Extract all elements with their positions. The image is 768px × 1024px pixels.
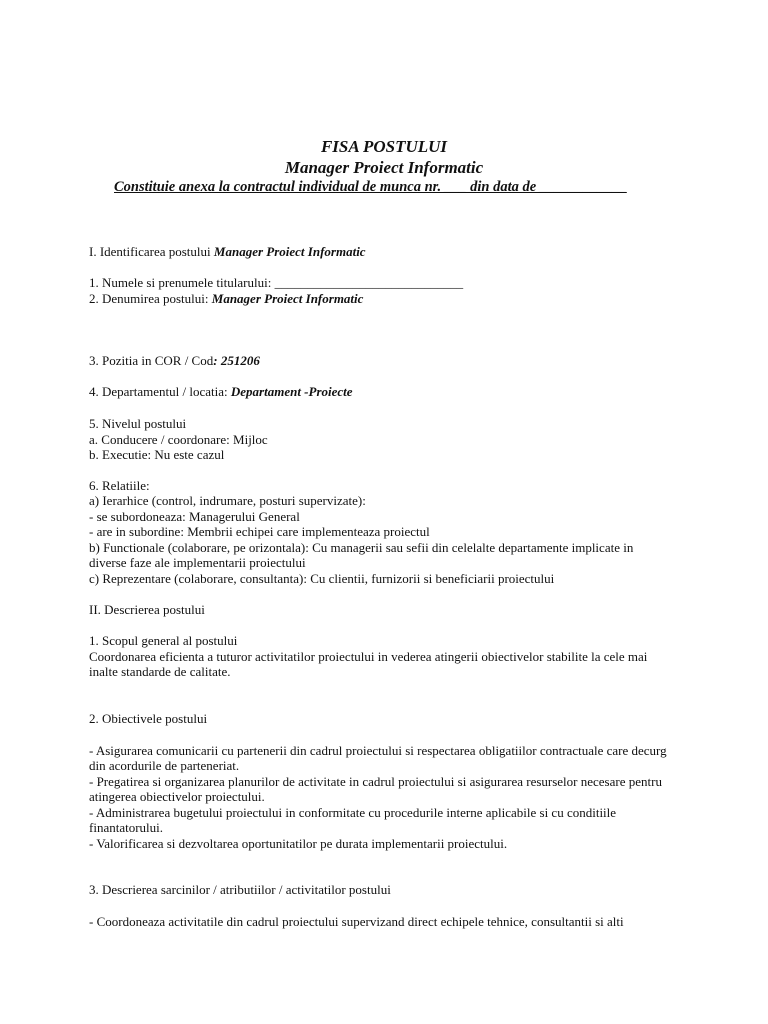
- field-department: 4. Departamentul / locatia: Departament -Proiecte: [89, 384, 353, 399]
- level-b: b. Executie: Nu este cazul: [89, 447, 225, 462]
- relations-b-line1: b) Functionale (colaborare, pe orizontala): Cu managerii sau sefii din celelalte departamente implicate in: [89, 540, 634, 555]
- relations-a2: - are in subordine: Membrii echipei care implementeaza proiectul: [89, 524, 430, 539]
- relations-a: a) Ierarhice (control, indrumare, posturi supervizate):: [89, 493, 366, 508]
- purpose-heading: 1. Scopul general al postului: [89, 633, 238, 648]
- objective-3-line2: finantatorului.: [89, 820, 164, 835]
- section2-heading: II. Descrierea postului: [89, 602, 205, 617]
- section1-heading: I. Identificarea postului Manager Proiect Informatic: [89, 244, 366, 259]
- purpose-line1: Coordonarea eficienta a tuturor activitatilor proiectului in vederea atingerii obiectivelor stabilite la cele mai: [89, 649, 648, 664]
- field-cor-code: 3. Pozitia in COR / Cod: 251206: [89, 353, 260, 368]
- objective-3-line1: - Administrarea bugetului proiectului in conformitate cu procedurile interne aplicabile si cu conditiile: [89, 805, 617, 820]
- field-titular-name: 1. Numele si prenumele titularului: _____________________________: [89, 275, 464, 290]
- objective-1-line2: din acordurile de parteneriat.: [89, 758, 240, 773]
- relations-b-line2: diverse faze ale implementarii proiectului: [89, 555, 306, 570]
- document-title: FISA POSTULUI: [320, 137, 448, 156]
- tasks-heading: 3. Descrierea sarcinilor / atributiilor / activitatilor postului: [89, 882, 391, 897]
- level-heading: 5. Nivelul postului: [89, 416, 187, 431]
- relations-c: c) Reprezentare (colaborare, consultanta): Cu clientii, furnizorii si beneficiarii proiectului: [89, 571, 555, 586]
- annex-line: Constituie anexa la contractul individual de munca nr. ___ din data de ____________: [114, 179, 627, 195]
- relations-heading: 6. Relatiile:: [89, 478, 150, 493]
- level-a: a. Conducere / coordonare: Mijloc: [89, 432, 268, 447]
- relations-a1: - se subordoneaza: Managerului General: [89, 509, 300, 524]
- objective-4: - Valorificarea si dezvoltarea oportunitatilor pe durata implementarii proiectului.: [89, 836, 508, 851]
- task-1: - Coordoneaza activitatile din cadrul proiectului supervizand direct echipele tehnice, consultantii si alti: [89, 914, 624, 929]
- objective-1-line1: - Asigurarea comunicarii cu partenerii din cadrul proiectului si respectarea obligatiilor contractuale care decurg: [89, 743, 667, 758]
- purpose-line2: inalte standarde de calitate.: [89, 664, 231, 679]
- objective-2-line1: - Pregatirea si organizarea planurilor de activitate in cadrul proiectului si asigurarea resurselor necesare pentru: [89, 774, 662, 789]
- field-post-name: 2. Denumirea postului: Manager Proiect Informatic: [89, 291, 364, 306]
- document-subtitle: Manager Proiect Informatic: [284, 158, 484, 177]
- objective-2-line2: atingerea obiectivelor proiectului.: [89, 789, 265, 804]
- objectives-heading: 2. Obiectivele postului: [89, 711, 208, 726]
